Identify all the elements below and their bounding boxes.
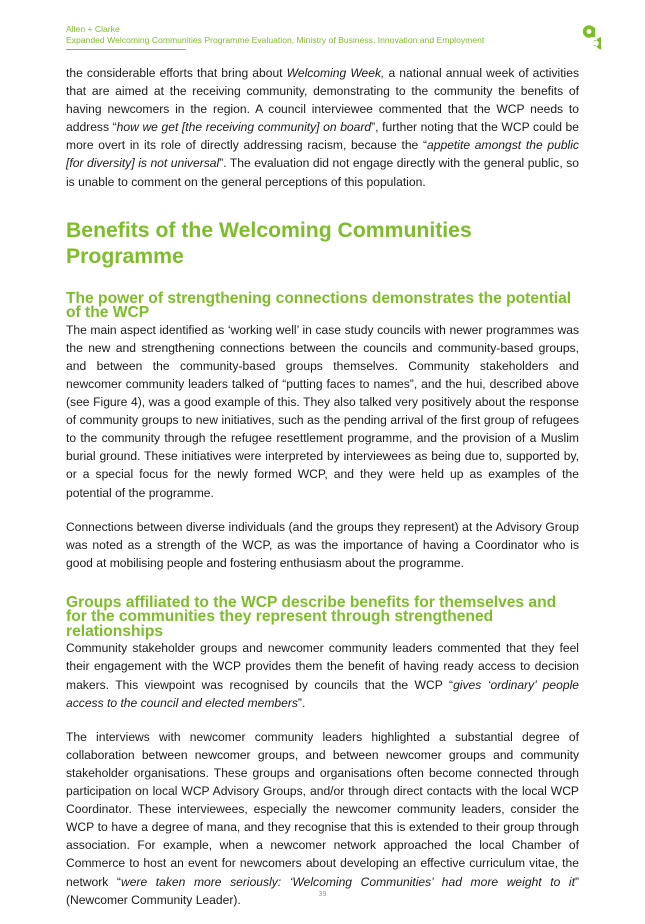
intro-text-4: ”. The evaluation did not engage directly with the general public, so is unable to comment on the general perceptions of this population.	[66, 156, 579, 189]
page-header	[66, 24, 586, 50]
intro-emphasis-welcoming-week: Welcoming Week,	[286, 66, 385, 80]
intro-text-2: a national annual week of activities that are aimed at the receiving community, demonstrating to the community the benefits of having newcomers in the region. A council interviewee commented that the WCP needs to address “	[66, 66, 580, 135]
intro-text-3: ”, further noting that the WCP could be more overt in its role of directly addressing racism, because the “	[66, 120, 579, 153]
subheading-power-of-connections: The power of strengthening connections demonstrates the potential of the WCP	[66, 289, 572, 322]
affiliated-quote-2: were taken more seriously: ‘Welcoming Communities’ had more weight to it	[120, 874, 575, 889]
affiliated-text-4: ” (Newcomer Community Leader).	[66, 874, 579, 907]
header-subtitle: Expanded Welcoming Communities Programme Evaluation, Ministry of Business, Innovation and Employment	[66, 35, 485, 45]
connections-paragraph-2: Connections between diverse individuals (and the groups they represent) at the Advisory Group was noted as a strength of the WCP, as was the importance of having a Coordinator who is good at mobilising people and fostering enthusiasm about the programme.	[66, 519, 579, 570]
intro-quote-1: how we get [the receiving community] on board	[116, 120, 372, 135]
page-number: 39	[318, 891, 327, 898]
affiliated-quote-1: gives ‘ordinary’ people access to the council and elected members	[66, 677, 579, 710]
allen-clarke-logo-icon	[577, 24, 601, 50]
affiliated-text-1: Community stakeholder groups and newcomer community leaders commented that they feel their engagement with the WCP provides them the benefit of having ready access to decision makers. This viewpoint was recognised by councils that the WCP “	[66, 641, 579, 692]
header-org: Allen + Clarke	[66, 24, 120, 34]
section-heading-benefits: Benefits of the Welcoming Communities Programme	[66, 218, 472, 268]
subheading-affiliated-groups: Groups affiliated to the WCP describe benefits for themselves and for the communities they represent through strengthened relationships	[66, 593, 557, 640]
affiliated-paragraph-1	[66, 639, 579, 711]
page-content	[66, 64, 579, 909]
intro-paragraph	[66, 64, 579, 191]
intro-quote-2: appetite amongst the public [for diversity] is not universal	[66, 138, 579, 171]
intro-text-1: the considerable efforts that bring about	[66, 66, 287, 80]
connections-paragraph-1: The main aspect identified as ‘working well’ in case study councils with newer programmes was the new and strengthening connections between the councils and community-based groups, and between the community-based groups themselves. Community stakeholders and newcomer community leaders talked of “putting faces to names”, and the hui, described above (see Figure 4), was a good example of this. They also talked very positively about the response of community groups to new initiatives, such as the pending arrival of the first group of refugees to the community through the refugee resettlement programme, and the provision of a Muslim burial ground. These initiatives were interpreted by interviewees as being due to, supported by, or a special focus for the newly formed WCP, and they were held up as examples of the potential of the programme.	[66, 322, 579, 500]
affiliated-paragraph-2	[66, 728, 579, 909]
affiliated-text-3: The interviews with newcomer community leaders highlighted a substantial degree of collaboration between newcomer groups, and between newcomer groups and community stakeholder organisations. These groups and organisations often become connected through participation on local WCP Advisory Groups, and/or through direct contacts with the local WCP Coordinator. These interviewees, especially the newcomer community leaders, consider the WCP to have a degree of mana, and they recognise that this is extended to their group through association. For example, when a newcomer network approached the local Chamber of Commerce to host an event for newcomers about developing an effective curriculum vitae, the network “	[66, 729, 579, 889]
affiliated-text-2: ”.	[297, 695, 306, 710]
header-rule	[66, 49, 186, 50]
